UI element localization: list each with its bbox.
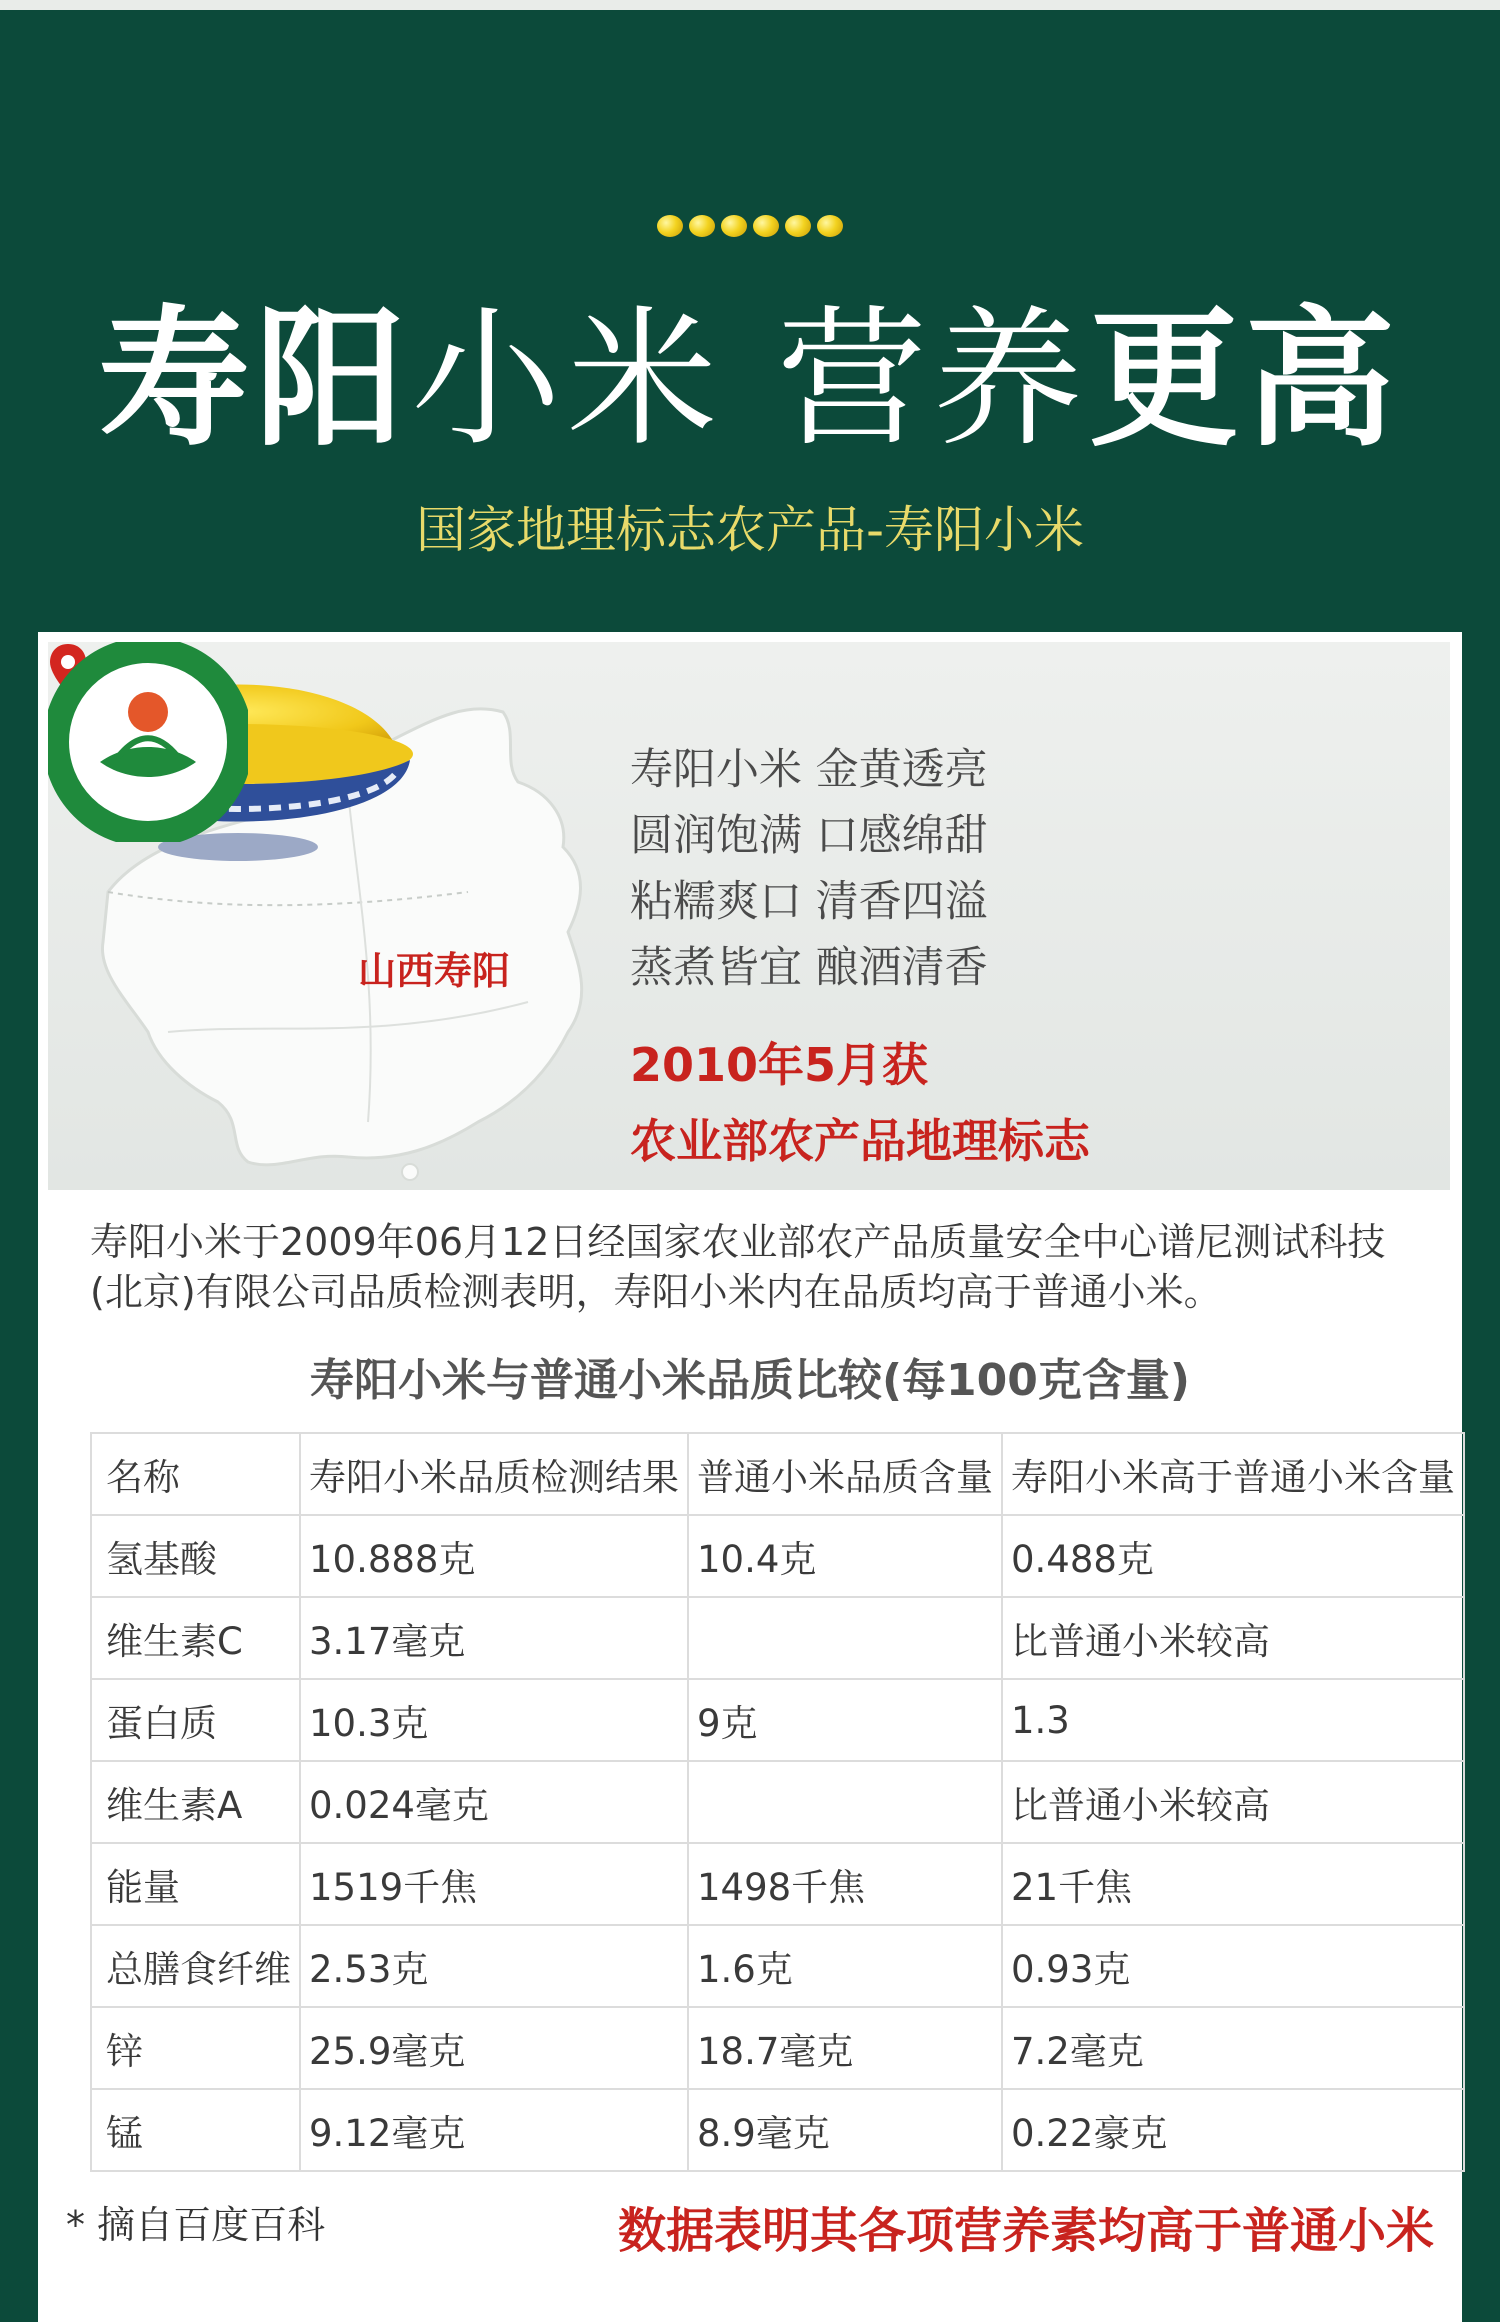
table-cell: 25.9毫克 (300, 2007, 688, 2089)
millet-dot-icon (785, 215, 811, 237)
table-cell: 1498千焦 (688, 1843, 1002, 1925)
table-cell: 9.12毫克 (300, 2089, 688, 2171)
top-strip (0, 0, 1500, 10)
table-cell: 1.6克 (688, 1925, 1002, 2007)
millet-dot-icon (721, 215, 747, 237)
award-text (630, 1027, 1090, 1179)
table-header-row (91, 1433, 1464, 1515)
millet-dot-icon (657, 215, 683, 237)
table-cell: 2.53克 (300, 1925, 688, 2007)
decorative-millet-dots (0, 215, 1500, 241)
table-cell: 1.3 (1002, 1679, 1464, 1761)
table-cell: 0.93克 (1002, 1925, 1464, 2007)
table-cell: 9克 (688, 1679, 1002, 1761)
title-thin-part: 小米 营养 (411, 293, 1089, 467)
conclusion-text: 数据表明其各项营养素均高于普通小米 (617, 2203, 1434, 2259)
table-title: 寿阳小米与普通小米品质比较(每100克含量) (309, 1355, 1191, 1406)
table-cell: 比普通小米较高 (1002, 1761, 1464, 1843)
comparison-table (90, 1432, 1465, 2172)
table-cell: 能量 (91, 1843, 300, 1925)
table-cell (688, 1597, 1002, 1679)
table-row (91, 1597, 1464, 1679)
table-cell: 1519千焦 (300, 1843, 688, 1925)
table-cell: 氢基酸 (91, 1515, 300, 1597)
header-cell: 寿阳小米高于普通小米含量 (1002, 1433, 1464, 1515)
page-title (0, 293, 1500, 467)
table-cell: 总膳食纤维 (91, 1925, 300, 2007)
intro-paragraph: 寿阳小米于2009年06月12日经国家农业部农产品质量安全中心谱尼测试科技(北京)有限公司品质检测表明，寿阳小米内在品质均高于普通小米。 (90, 1220, 1386, 1314)
table-cell: 21千焦 (1002, 1843, 1464, 1925)
poem-line: 寿阳小米 金黄透亮 (630, 745, 988, 795)
content-card (38, 632, 1462, 2322)
map-panel (48, 642, 1450, 1190)
table-cell: 锰 (91, 2089, 300, 2171)
poem-line: 粘糯爽口 清香四溢 (630, 877, 988, 927)
table-row (91, 1925, 1464, 2007)
table-cell: 10.888克 (300, 1515, 688, 1597)
table-cell: 7.2毫克 (1002, 2007, 1464, 2089)
table-cell (688, 1761, 1002, 1843)
table-cell: 3.17毫克 (300, 1597, 688, 1679)
table-row (91, 1761, 1464, 1843)
table-row (91, 2089, 1464, 2171)
title-bold-part: 更高 (1088, 293, 1401, 467)
table-row (91, 1843, 1464, 1925)
source-note: * 摘自百度百科 (66, 2203, 326, 2247)
millet-dot-icon (753, 215, 779, 237)
table-row (91, 2007, 1464, 2089)
millet-dot-icon (689, 215, 715, 237)
title-bold-part: 寿阳 (99, 293, 412, 467)
table-cell: 10.4克 (688, 1515, 1002, 1597)
table-cell: 锌 (91, 2007, 300, 2089)
poem-line: 蒸煮皆宜 酿酒清香 (630, 943, 988, 993)
table-row (91, 1515, 1464, 1597)
table-cell: 比普通小米较高 (1002, 1597, 1464, 1679)
millet-dot-icon (817, 215, 843, 237)
award-line: 农业部农产品地理标志 (630, 1114, 1090, 1168)
header-cell: 寿阳小米品质检测结果 (300, 1433, 688, 1515)
award-line: 2010年5月获 (630, 1038, 929, 1092)
table-cell: 维生素A (91, 1761, 300, 1843)
table-cell: 0.22豪克 (1002, 2089, 1464, 2171)
table-cell: 18.7毫克 (688, 2007, 1002, 2089)
page-subtitle: 国家地理标志农产品-寿阳小米 (415, 501, 1085, 559)
place-label: 山西寿阳 (358, 949, 511, 993)
table-cell: 0.024毫克 (300, 1761, 688, 1843)
header-cell: 名称 (91, 1433, 300, 1515)
poem-line: 圆润饱满 口感绵甜 (630, 811, 988, 861)
header-cell: 普通小米品质含量 (688, 1433, 1002, 1515)
table-cell: 0.488克 (1002, 1515, 1464, 1597)
table-row (91, 1679, 1464, 1761)
table-cell: 8.9毫克 (688, 2089, 1002, 2171)
table-cell: 蛋白质 (91, 1679, 300, 1761)
table-cell: 10.3克 (300, 1679, 688, 1761)
product-poem (630, 737, 1050, 1001)
geographic-indication-seal-icon (48, 642, 248, 842)
table-cell: 维生素C (91, 1597, 300, 1679)
